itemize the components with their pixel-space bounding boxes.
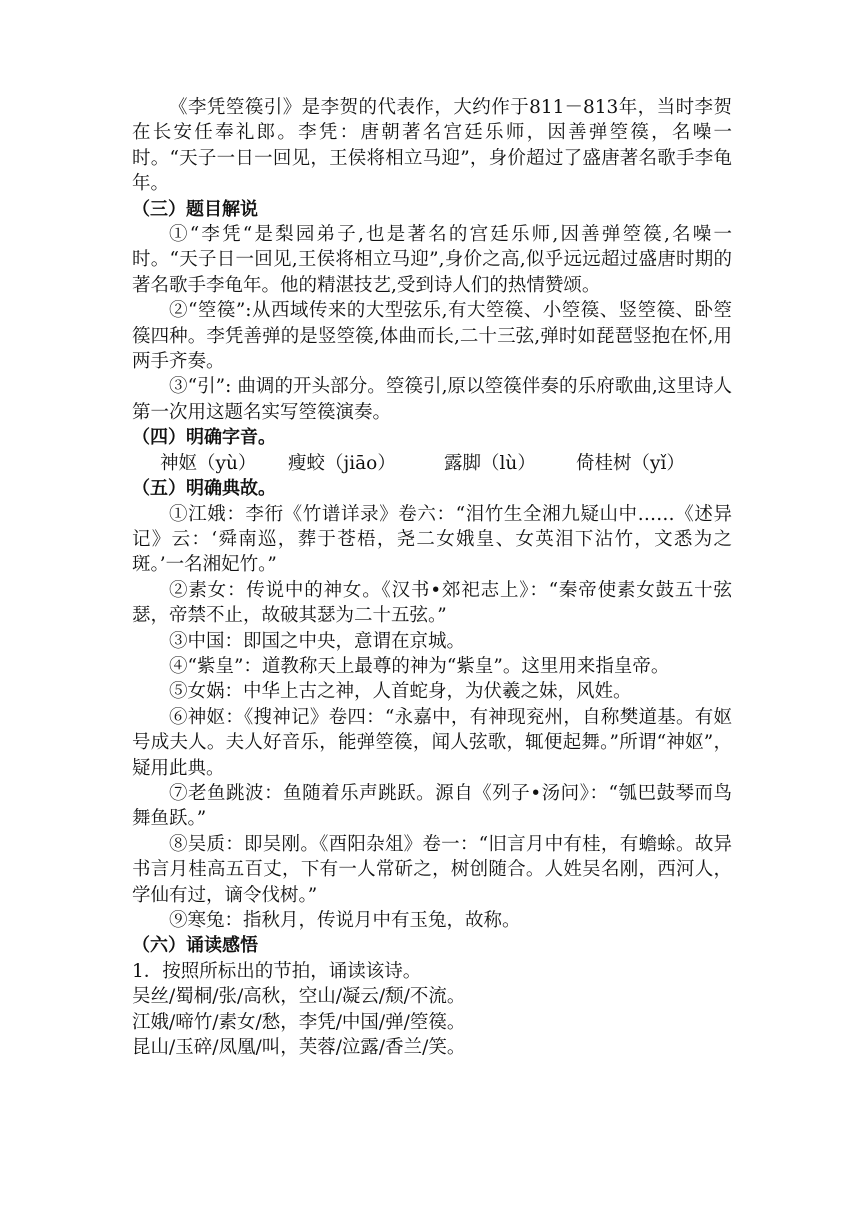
pronunciation-item: 倚桂树（yǐ） [576,452,685,474]
allusion-note: ①江娥：李衎《竹谱详录》卷六：“泪竹生全湘九疑山中……《述异记》云：‘舜南巡，葬于苍梧，尧二女娥皇、女英泪下沾竹，文悉为之斑。’一名湘妃竹。” [132,503,732,576]
pronunciation-list [132,451,732,476]
section-heading-pronunciation: （四）明确字音。 [132,427,276,449]
allusion-note: ⑨寒兔：指秋月，传说月中有玉兔，故称。 [169,910,521,931]
allusion-note: ⑥神妪：《搜神记》卷四：“永嘉中，有神现兖州，自称樊道基。有妪号成夫人。夫人好音乐，能弹箜篌，闻人弦歌，辄便起舞。”所谓“神妪”，疑用此典。 [132,706,732,779]
section-heading-allusions: （五）明确典故。 [132,478,276,500]
recitation-instruction: 1．按照所标出的节拍，诵读该诗。 [132,960,422,982]
allusion-note: ⑦老鱼跳波：鱼随着乐声跳跃。源自《列子•汤问》：“瓠巴鼓琴而鸟舞鱼跃。” [132,782,732,830]
intro-paragraph: 《李凭箜篌引》是李贺的代表作，大约作于811－813年，当时李贺在长安任奉礼郎。李凭：唐朝著名宫廷乐师，因善弹箜篌，名噪一时。“天子一日一回见，王侯将相立马迎”，身价超过了盛唐著名歌手李龟年。 [132,97,732,195]
section-heading-recitation: （六）诵读感悟 [132,935,258,957]
pronunciation-item: 露脚（lù） [444,452,536,474]
document-page [132,95,732,1060]
poem-line: 吴丝/蜀桐/张/高秋，空山/凝云/颓/不流。 [132,986,466,1008]
allusion-note: ②素女：传说中的神女。《汉书•郊祀志上》：“秦帝使素女鼓五十弦瑟，帝禁不止，故破其瑟为二十五弦。” [132,579,732,627]
topic-note-yin: ③“引”: 曲调的开头部分。箜篌引,原以箜篌伴奏的乐府歌曲,这里诗人第一次用这题名实写箜篌演奏。 [132,376,732,423]
allusion-note: ⑤女娲：中华上古之神，人首蛇身，为伏羲之妹，风姓。 [169,681,632,703]
pronunciation-item: 神妪（yù） [160,452,257,474]
allusion-note: ③中国：即国之中央，意谓在京城。 [169,630,466,652]
topic-note-li-ping: ①“李凭“是梨园弟子,也是著名的宫廷乐师,因善弹箜篌,名噪一时。“天子日一回见,王侯将相立马迎”,身价之高,似乎远远超过盛唐时期的著名歌手李龟年。他的精湛技艺,受到诗人们的热情赞颂。 [132,224,732,296]
allusion-note: ⑧吴质：即吴刚。《酉阳杂俎》卷一：“旧言月中有桂，有蟾蜍。故异书言月桂高五百丈，下有一人常斫之，树创随合。人姓吴名刚，西河人，学仙有过，谪令伐树。” [132,833,732,906]
section-heading-topic-explanation: （三）题目解说 [132,198,258,220]
allusion-note: ④“紫皇”：道教称天上最尊的神为“紫皇”。这里用来指皇帝。 [169,655,670,677]
poem-line: 江娥/啼竹/素女/愁，李凭/中国/弹/箜篌。 [132,1011,466,1033]
topic-note-konghou: ②“箜篌”:从西域传来的大型弦乐,有大箜篌、小箜篌、竖箜篌、卧箜篌四种。李凭善弹的是竖箜篌,体曲而长,二十三弦,弹时如琵琶竖抱在怀,用两手齐奏。 [132,300,732,373]
poem-line: 昆山/玉碎/凤凰/叫，芙蓉/泣露/香兰/笑。 [132,1037,466,1059]
pronunciation-item: 瘦蛟（jiāo） [288,452,396,474]
